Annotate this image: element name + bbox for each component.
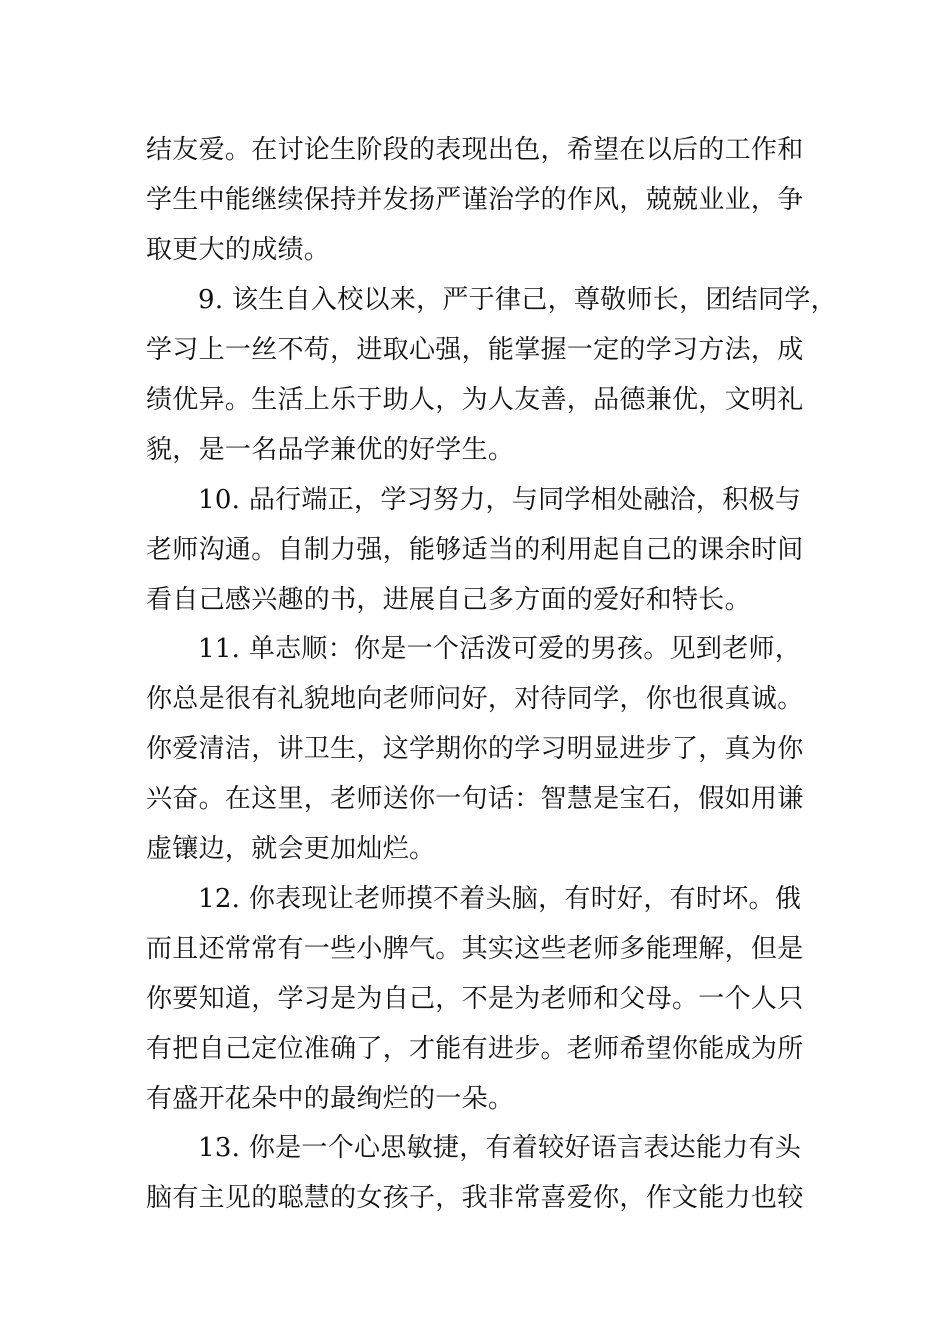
text-line: 你总是很有礼貌地向老师问好，对待同学，你也很真诚。 xyxy=(146,684,804,714)
text-line: 结友爱。在讨论生阶段的表现出色，希望在以后的工作和 xyxy=(146,135,804,165)
text-line: 有把自己定位准确了，才能有进步。老师希望你能成为所 xyxy=(146,1034,804,1064)
text-line: 兴奋。在这里，老师送你一句话：智慧是宝石，假如用谦 xyxy=(146,784,804,814)
text-line: 学生中能继续保持并发扬严谨治学的作风，兢兢业业，争 xyxy=(146,185,804,215)
text-line: 取更大的成绩。 xyxy=(146,235,331,265)
text-line: 学习上一丝不苟，进取心强，能掌握一定的学习方法，成 xyxy=(146,335,804,365)
text-line: 绩优异。生活上乐于助人，为人友善，品德兼优，文明礼 xyxy=(146,385,804,415)
paragraph-9-first-line: 9. 该生自入校以来，严于律己，尊敬师长，团结同学， xyxy=(198,285,837,315)
text-line: 脑有主见的聪慧的女孩子，我非常喜爱你，作文能力也较 xyxy=(146,1183,804,1213)
paragraph-13-first-line: 13. 你是一个心思敏捷，有着较好语言表达能力有头 xyxy=(198,1133,802,1163)
text-line: 老师沟通。自制力强，能够适当的利用起自己的课余时间 xyxy=(146,535,804,565)
text-line: 貌，是一名品学兼优的好学生。 xyxy=(146,435,515,465)
paragraph-11-first-line: 11. 单志顺：你是一个活泼可爱的男孩。见到老师， xyxy=(198,634,802,664)
paragraph-10-first-line: 10. 品行端正，学习努力，与同学相处融洽，积极与 xyxy=(198,485,802,515)
text-line: 而且还常常有一些小脾气。其实这些老师多能理解，但是 xyxy=(146,934,804,964)
text-line: 你爱清洁，讲卫生，这学期你的学习明显进步了，真为你 xyxy=(146,734,804,764)
paragraph-12-first-line: 12. 你表现让老师摸不着头脑，有时好，有时坏。俄 xyxy=(198,884,802,914)
text-line: 你要知道，学习是为自己，不是为老师和父母。一个人只 xyxy=(146,984,804,1014)
text-line: 看自己感兴趣的书，进展自己多方面的爱好和特长。 xyxy=(146,585,751,615)
text-line: 虚镶边，就会更加灿烂。 xyxy=(146,834,436,864)
text-line: 有盛开花朵中的最绚烂的一朵。 xyxy=(146,1084,515,1114)
